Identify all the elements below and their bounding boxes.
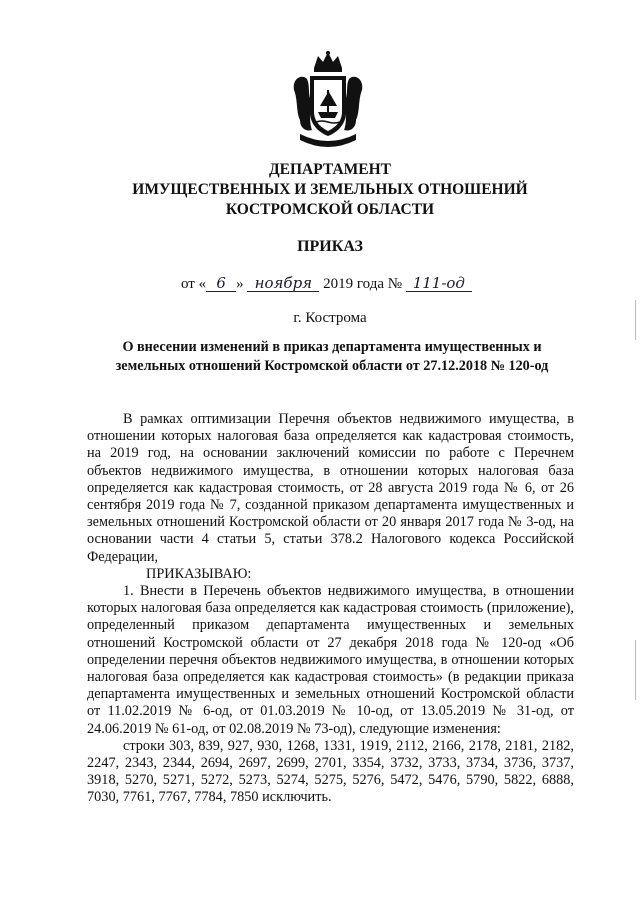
order-body <box>87 411 574 807</box>
department-line-3: КОСТРОМСКОЙ ОБЛАСТИ <box>225 201 435 218</box>
preamble-paragraph: В рамках оптимизации Перечня объектов недвижимого имущества, в отношении которых налоговая база определяется как кадастровая стоимость, на 2019 год, на основании заключений комиссии по работе с Перечнем объектов недвижимого имущества, в отношении которых налоговая база определяется как кадастровая стоимость, от 28 августа 2019 года № 6, от 26 сентября 2019 года № 7, созданной приказом департамента имущественных и земельных отношений Костромской области от 20 января 2017 года № 3-од, на основании части 4 статьи 5, статьи 378.2 Налогового кодекса Российской Федерации, <box>87 411 574 565</box>
date-quote-close: » <box>236 276 244 292</box>
city: г. Кострома <box>293 310 367 326</box>
subject-line-2: земельных отношений Костромской области от 27.12.2018 № 120-од <box>115 358 549 374</box>
order-word: ПРИКАЗЫВАЮ: <box>146 565 252 582</box>
date-prefix: от « <box>181 276 207 292</box>
department-line-2: ИМУЩЕСТВЕННЫХ И ЗЕМЕЛЬНЫХ ОТНОШЕНИЙ <box>132 181 528 198</box>
scan-margin-mark <box>635 300 636 340</box>
department-line-1: ДЕПАРТАМЕНТ <box>268 161 392 178</box>
handwritten-month: ноября <box>247 276 319 292</box>
order-date-number-line <box>181 276 472 293</box>
item-1-paragraph: 1. Внести в Перечень объектов недвижимого имущества, в отношении которых налоговая база определяется как кадастровая стоимость (приложение), определенный приказом департамента имущественных и земельных отношений Костромской области от 27 декабря 2018 года № 120-од «Об определении перечня объектов недвижимого имущества, в отношении которых налоговая база определяется как кадастровая стоимость» (в редакции приказа департамента имущественных и земельных отношений Костромской области от 11.02.2019 № 6-од, от 01.03.2019 № 10-од, от 13.05.2019 № 31-од, от 24.06.2019 № 61-од, от 02.08.2019 № 73-од), следующие изменения: <box>87 583 574 737</box>
number-sign: № <box>387 276 403 292</box>
department-name <box>60 160 600 220</box>
document-type: ПРИКАЗ <box>297 238 363 255</box>
order-subject <box>82 338 582 376</box>
scan-margin-mark <box>635 640 636 700</box>
rows-to-exclude-paragraph: строки 303, 839, 927, 930, 1268, 1331, 1919, 2112, 2166, 2178, 2181, 2182, 2247, 2343, 2344, 2694, 2697, 2699, 2701, 3354, 3732, 3733, 3734, 3736, 3737, 3918, 5270, 5271, 5272, 5273, 5274, 5275, 5276, 5472, 5476, 5790, 5822, 6888, 7030, 7761, 7767, 7784, 7850 исключить. <box>87 737 574 806</box>
handwritten-order-number: 111-од <box>406 276 472 292</box>
coat-of-arms-emblem <box>290 50 366 154</box>
order-year: 2019 года <box>323 276 384 292</box>
subject-line-1: О внесении изменений в приказ департамента имущественных и <box>122 339 542 355</box>
handwritten-day: 6 <box>206 276 236 292</box>
